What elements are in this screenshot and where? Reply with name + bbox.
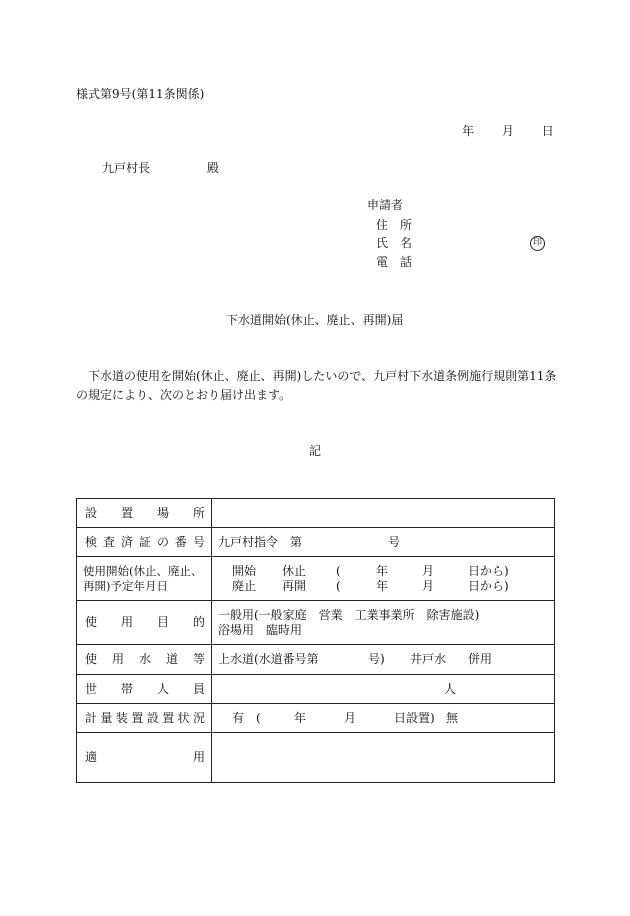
label-char: 使 — [85, 615, 98, 629]
label-char: 置 — [120, 505, 133, 520]
table-row — [77, 601, 555, 645]
label-char: 員 — [192, 681, 205, 696]
notes-field[interactable] — [212, 733, 555, 783]
row-label-installation-site — [77, 499, 212, 528]
table-row — [77, 675, 555, 704]
table-row — [77, 645, 555, 675]
label-char: 況 — [192, 710, 205, 725]
label-char: 置 — [162, 710, 175, 725]
row-label-notes: 適 用 — [77, 733, 212, 783]
addressee-name: 九戸村長 — [102, 161, 151, 175]
addressee-honorific: 殿 — [207, 161, 220, 175]
label-char: 的 — [192, 615, 205, 629]
purpose-line-2: 浴場用 臨時用 — [218, 622, 303, 637]
year-label: 年 — [462, 124, 475, 138]
row-label-inspection-number — [77, 528, 212, 557]
household-unit: 人 — [444, 681, 457, 696]
document-title: 下水道開始(休止、廃止、再開)届 — [226, 313, 404, 327]
label-char: 設 — [85, 505, 98, 520]
label-char: 帯 — [120, 681, 133, 696]
table-row — [77, 528, 555, 557]
label-char: 水 — [138, 652, 151, 666]
household-field[interactable] — [212, 675, 555, 704]
row-label-water-supply — [77, 645, 212, 675]
label-char: 人 — [156, 681, 169, 696]
installation-site-field[interactable] — [212, 499, 555, 528]
name-label: 氏 名 — [376, 236, 413, 250]
label-char: 量 — [100, 710, 113, 725]
purpose-field[interactable] — [212, 601, 555, 645]
date-line — [462, 124, 554, 138]
row-label-household — [77, 675, 212, 704]
body-paragraph: 下水道の使用を開始(休止、廃止、再開)したいので、九戸村下水道条例施行規則第11条の規定により、次のとおり届け出ます。 — [76, 369, 557, 402]
label-char: 証 — [138, 534, 151, 549]
label-char: 世 — [85, 681, 98, 696]
label-char: 号 — [192, 534, 205, 549]
planned-date-label-1: 使用開始(休止、廃止、 — [83, 563, 203, 578]
inspection-suffix: 号 — [388, 534, 401, 549]
label-char: 使 — [85, 652, 98, 666]
label-char: 済 — [120, 534, 133, 549]
seal-mark — [530, 234, 545, 251]
purpose-line-1: 一般用(一般家庭 営業 工業事業所 除害施設) — [218, 607, 480, 622]
label-char: 場 — [156, 505, 169, 520]
address-label: 住 所 — [376, 218, 413, 232]
table-row — [77, 704, 555, 733]
row-label-planned-date — [77, 557, 212, 601]
month-label: 月 — [501, 124, 514, 138]
label-char: 番 — [174, 534, 187, 549]
label-char: の — [156, 534, 169, 549]
seal-icon: 印 — [530, 236, 545, 251]
label-char: 用 — [111, 652, 124, 666]
label-char: 設 — [146, 710, 159, 725]
label-char: 状 — [177, 710, 190, 725]
date-line-1: 開始 休止 ( 年 月 日から) — [232, 563, 509, 578]
label-char: 等 — [192, 652, 205, 666]
form-number: 様式第9号(第11条関係) — [76, 87, 205, 101]
label-char: 所 — [192, 505, 205, 520]
ki-label: 記 — [309, 444, 322, 458]
inspection-prefix: 九戸村指令 第 — [218, 534, 303, 549]
phone-label: 電 話 — [376, 255, 413, 269]
label-char: 目 — [156, 615, 169, 629]
planned-date-field[interactable] — [212, 557, 555, 601]
water-supply-field[interactable]: 上水道(水道番号第 号) 井戸水 併用 — [212, 645, 555, 675]
applicant-title: 申請者 — [367, 198, 404, 212]
label-char: 道 — [165, 652, 178, 666]
day-label: 日 — [541, 124, 554, 138]
row-label-meter — [77, 704, 212, 733]
label-char: 用 — [120, 615, 133, 629]
label-char: 検 — [85, 534, 98, 549]
meter-field[interactable]: 有 ( 年 月 日設置) 無 — [212, 704, 555, 733]
application-table — [76, 498, 555, 783]
planned-date-label-2: 再開)予定年月日 — [83, 578, 168, 593]
label-char: 装 — [115, 710, 128, 725]
row-label-purpose — [77, 601, 212, 645]
label-char: 査 — [102, 534, 115, 549]
table-row — [77, 733, 555, 783]
date-line-2: 廃止 再開 ( 年 月 日から) — [232, 578, 509, 593]
label-char: 置 — [131, 710, 144, 725]
table-row — [77, 557, 555, 601]
inspection-number-field[interactable] — [212, 528, 555, 557]
table-row — [77, 499, 555, 528]
label-char: 計 — [85, 710, 98, 725]
